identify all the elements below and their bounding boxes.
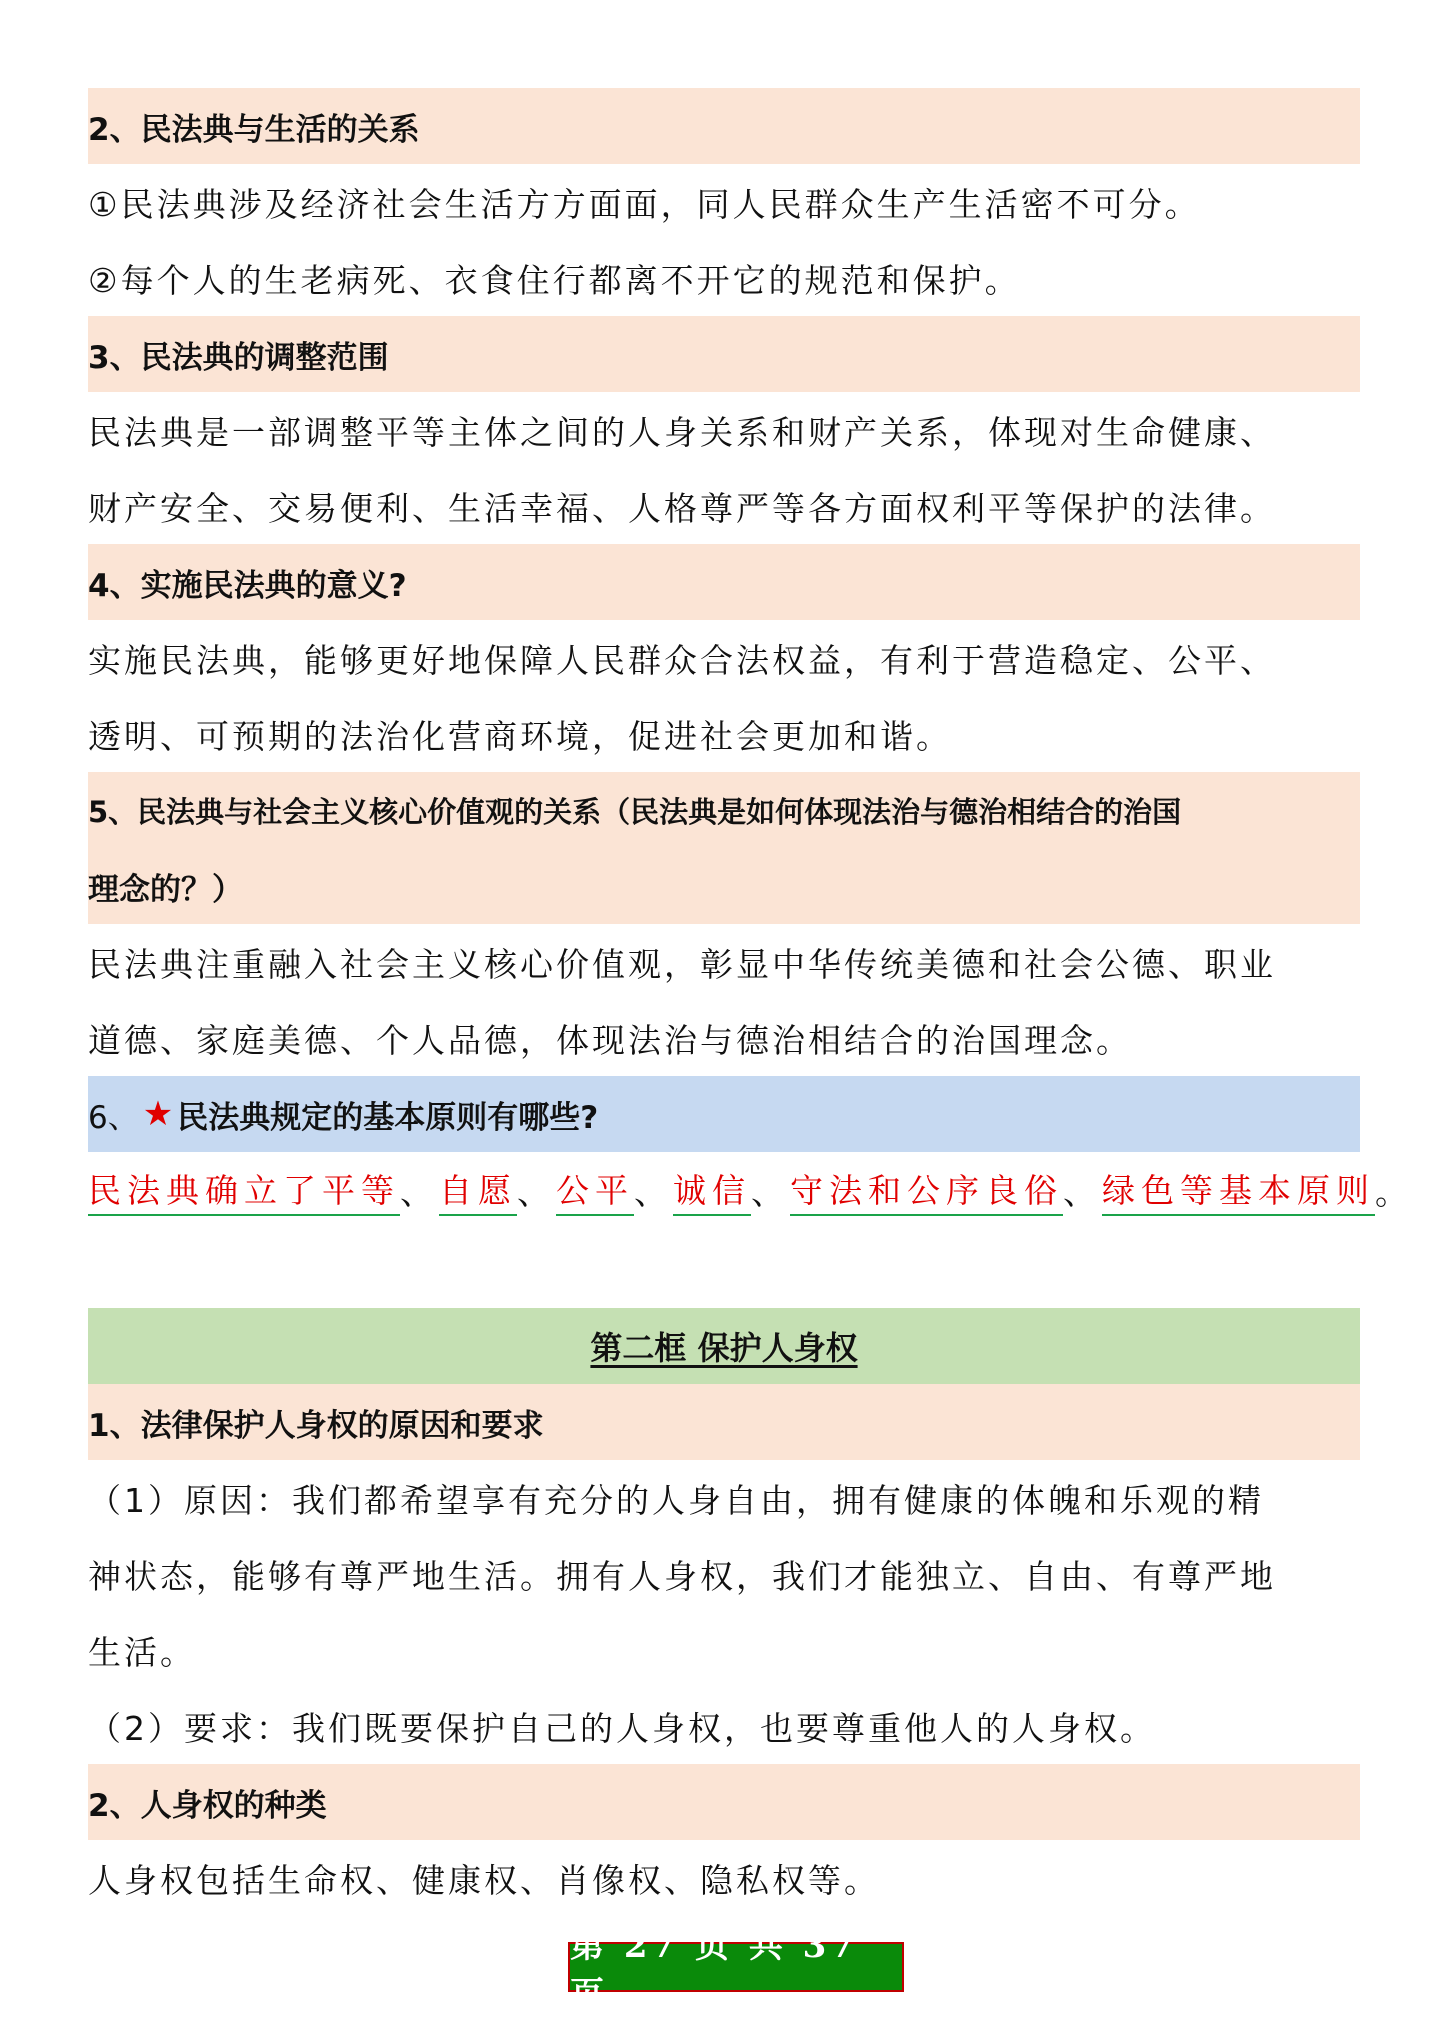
frame-2-title	[88, 1308, 1360, 1384]
spacer	[88, 1228, 1360, 1308]
separator: 、	[751, 1172, 790, 1212]
frame-2-title-text: 第二框 保护人身权	[590, 1329, 858, 1367]
page-number-footer: 第 27 页 共 37 页	[568, 1942, 904, 1992]
section-2-line-1: ①民法典涉及经济社会生活方方面面，同人民群众生产生活密不可分。	[88, 184, 1201, 224]
star-icon: ★	[142, 1094, 174, 1134]
frame-2-q1-line-4: （2）要求：我们既要保护自己的人身权，也要尊重他人的人身权。	[88, 1708, 1156, 1748]
section-6-answer	[88, 1152, 1414, 1228]
frame-2-q2-line-1: 人身权包括生命权、健康权、肖像权、隐私权等。	[88, 1860, 880, 1900]
section-3-line-2: 财产安全、交易便利、生活幸福、人格尊严等各方面权利平等保护的法律。	[88, 488, 1276, 528]
section-5-heading-line-1: 5、民法典与社会主义核心价值观的关系（民法典是如何体现法治与德治相结合的治国	[88, 772, 1360, 848]
section-5-line-1: 民法典注重融入社会主义核心价值观，彰显中华传统美德和社会公德、职业	[88, 944, 1276, 984]
document-page	[88, 88, 1414, 1916]
principle-fairness: 公平	[556, 1165, 634, 1216]
separator: 、	[634, 1172, 673, 1212]
separator: 、	[400, 1172, 439, 1212]
section-6-number: 6、	[88, 1099, 139, 1136]
section-3-heading: 3、民法典的调整范围	[88, 316, 1360, 392]
frame-2-q1-line-3: 生活。	[88, 1632, 196, 1672]
separator: 、	[1063, 1172, 1102, 1212]
frame-2-q1-line-2: 神状态，能够有尊严地生活。拥有人身权，我们才能独立、自由、有尊严地	[88, 1556, 1276, 1596]
frame-2-q2-heading: 2、人身权的种类	[88, 1764, 1360, 1840]
section-2-heading: 2、民法典与生活的关系	[88, 88, 1360, 164]
section-5-heading-line-2: 理念的？）	[88, 848, 1360, 924]
frame-2-q1-heading: 1、法律保护人身权的原因和要求	[88, 1384, 1360, 1460]
principle-intro: 民法典确立了平等	[88, 1165, 400, 1216]
section-2-line-2: ②每个人的生老病死、衣食住行都离不开它的规范和保护。	[88, 260, 1021, 300]
section-6-heading	[88, 1076, 1360, 1152]
principle-law-abiding: 守法和公序良俗	[790, 1165, 1063, 1216]
principle-green: 绿色等基本原则	[1102, 1165, 1375, 1216]
section-4-line-2: 透明、可预期的法治化营商环境，促进社会更加和谐。	[88, 716, 952, 756]
period: 。	[1375, 1172, 1414, 1212]
section-4-heading: 4、实施民法典的意义?	[88, 544, 1360, 620]
frame-2-q1-line-1: （1）原因：我们都希望享有充分的人身自由，拥有健康的体魄和乐观的精	[88, 1480, 1264, 1520]
section-6-title: 民法典规定的基本原则有哪些?	[177, 1099, 599, 1136]
principle-voluntary: 自愿	[439, 1165, 517, 1216]
section-4-line-1: 实施民法典，能够更好地保障人民群众合法权益，有利于营造稳定、公平、	[88, 640, 1276, 680]
principle-integrity: 诚信	[673, 1165, 751, 1216]
section-5-line-2: 道德、家庭美德、个人品德，体现法治与德治相结合的治国理念。	[88, 1020, 1132, 1060]
section-3-line-1: 民法典是一部调整平等主体之间的人身关系和财产关系，体现对生命健康、	[88, 412, 1276, 452]
separator: 、	[517, 1172, 556, 1212]
